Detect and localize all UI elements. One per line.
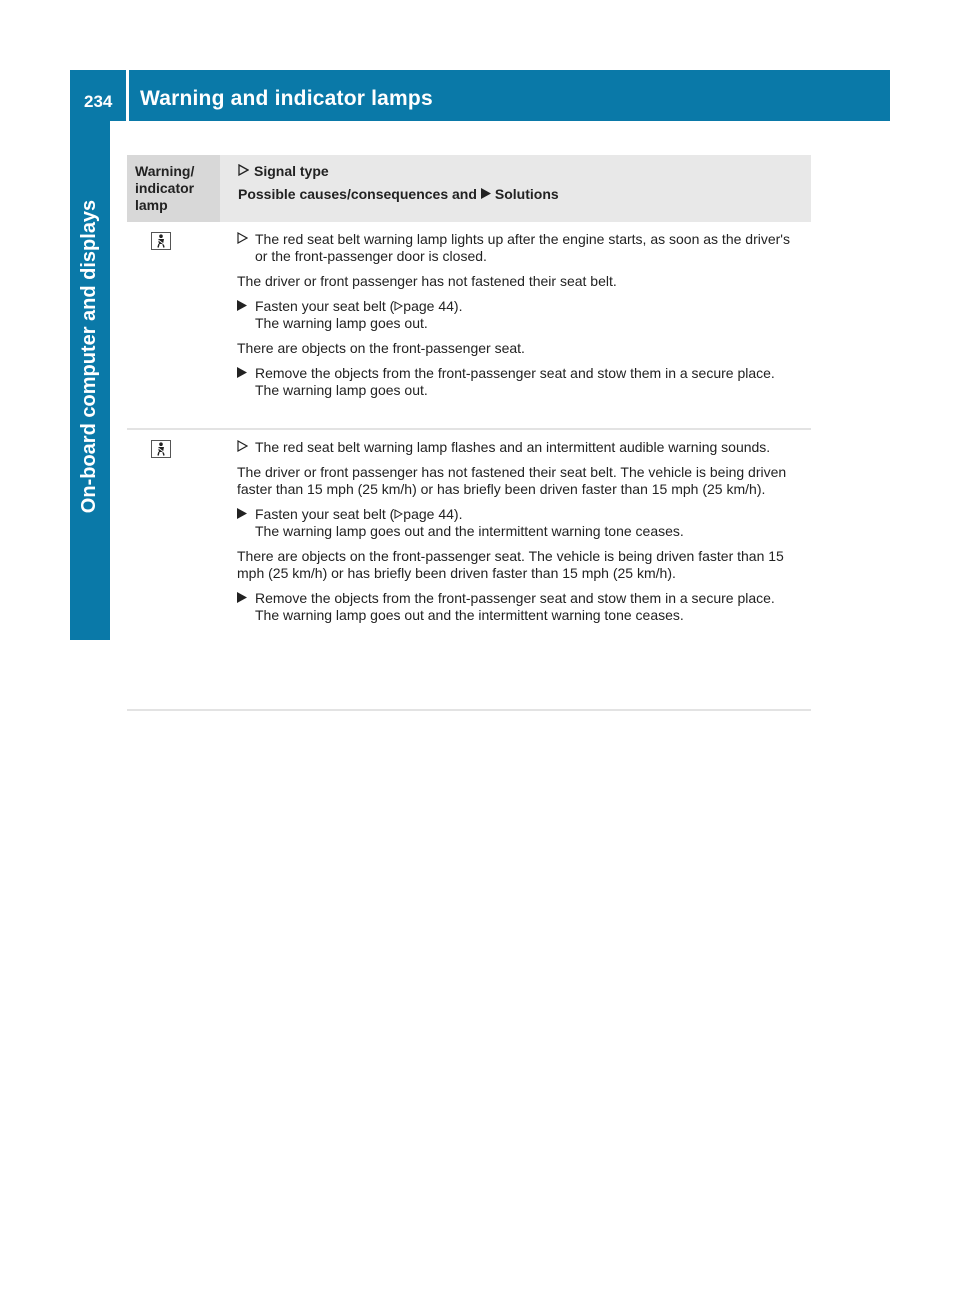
seat-belt-warning-icon [151, 440, 171, 458]
solution-step: Remove the objects from the front-passenger seat and stow them in a secure place. The warning lamp goes out and the intermittent warning tone ceases. [237, 590, 805, 624]
row-content [237, 231, 805, 407]
header-divider [126, 70, 129, 121]
col-lamp-label: Warning/ indicator lamp [135, 163, 195, 213]
table-header-col-lamp [127, 155, 220, 222]
solution-arrow-icon [481, 186, 491, 202]
signal-type: The red seat belt warning lamp lights up after the engine starts, as soon as the driver's or the front-passenger door is closed. [237, 231, 805, 265]
col-signal-label: Signal type [238, 163, 329, 179]
solution-arrow-icon [237, 365, 255, 399]
signal-outline-arrow-icon [238, 163, 249, 179]
cause-text: There are objects on the front-passenger seat. The vehicle is being driven faster than 15 mph (25 km/h) or has briefly been driven faster than 15 mph (25 km/h). [237, 548, 784, 581]
page-reference-link[interactable]: page 44). [403, 298, 463, 314]
page-reference-link[interactable]: page 44). [403, 506, 463, 522]
page-number: 234 [84, 92, 113, 111]
solution-step: Remove the objects from the front-passenger seat and stow them in a secure place. The warning lamp goes out. [237, 365, 805, 399]
page-header [70, 70, 890, 121]
solution-arrow-icon [237, 590, 255, 624]
side-tab-label-container [70, 121, 110, 591]
solution-step: Fasten your seat belt ( page 44). The warning lamp goes out and the intermittent warning tone ceases. [237, 506, 805, 540]
signal-outline-arrow-icon [237, 439, 255, 456]
table-header [127, 155, 811, 222]
signal-outline-arrow-icon [237, 231, 255, 265]
table-row [127, 430, 811, 711]
cause-text: There are objects on the front-passenger seat. [237, 340, 525, 356]
page-title: Warning and indicator lamps [140, 87, 433, 110]
seat-belt-warning-icon [151, 232, 171, 250]
row-content [237, 439, 805, 632]
table-header-col-signal [220, 155, 811, 222]
page-ref-icon [394, 509, 403, 519]
solution-step: Fasten your seat belt ( page 44). The warning lamp goes out. [237, 298, 805, 332]
signal-type: The red seat belt warning lamp flashes and an intermittent audible warning sounds. [237, 439, 805, 456]
col-causes-label: Possible causes/consequences and Solutions [238, 186, 559, 202]
table-row [127, 222, 811, 430]
cause-text: The driver or front passenger has not fastened their seat belt. [237, 273, 617, 289]
solution-arrow-icon [237, 506, 255, 540]
side-tab-label: On-board computer and displays [78, 199, 101, 513]
solution-arrow-icon [237, 298, 255, 332]
page-ref-icon [394, 301, 403, 311]
cause-text: The driver or front passenger has not fastened their seat belt. The vehicle is being driven faster than 15 mph (25 km/h) or has briefly been driven faster than 15 mph (25 km/h). [237, 464, 787, 497]
